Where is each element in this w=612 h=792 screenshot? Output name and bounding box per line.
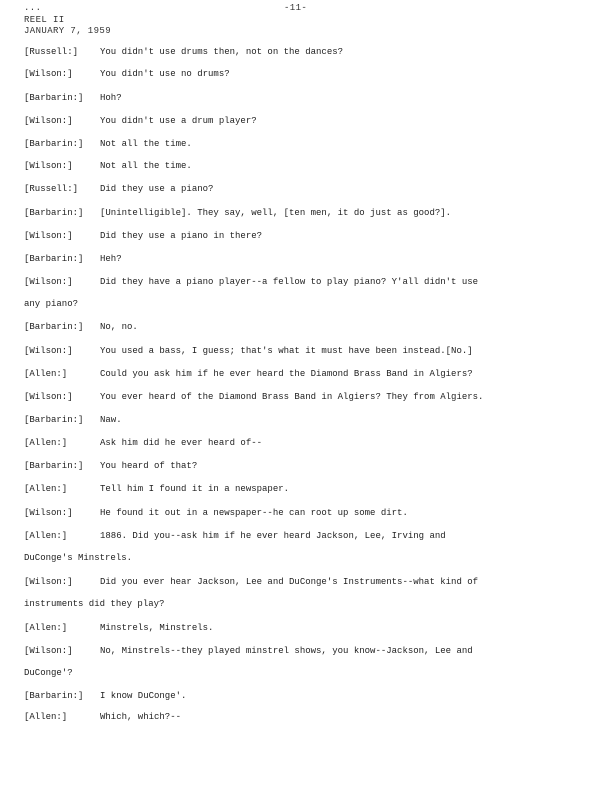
dialogue-line [24, 321, 138, 333]
dialogue-text: Heh? [100, 254, 122, 264]
dialogue-text: No, no. [100, 322, 138, 332]
speaker-label: [Barbarin:] [24, 461, 84, 471]
dialogue-text: Hoh? [100, 93, 122, 103]
dialogue-line [24, 368, 473, 380]
dialogue-text: any piano? [24, 299, 79, 309]
dialogue-line [24, 276, 478, 288]
speaker-label: [Wilson:] [24, 646, 73, 656]
dialogue-text: Could you ask him if he ever heard the Diamond Brass Band in Algiers? [100, 369, 473, 379]
speaker-label: [Wilson:] [24, 577, 73, 587]
dialogue-line [24, 230, 262, 242]
dialogue-text: Minstrels, Minstrels. [100, 623, 214, 633]
dialogue-text: Ask him did he ever heard of-- [100, 438, 263, 448]
dialogue-text: You used a bass, I guess; that's what it must have been instead.[No.] [100, 346, 473, 356]
dialogue-line [24, 183, 213, 195]
dialogue-text: You heard of that? [100, 461, 198, 471]
dialogue-text: You ever heard of the Diamond Brass Band in Algiers? They from Algiers. [100, 392, 484, 402]
dialogue-line [24, 253, 122, 265]
dialogue-text: He found it out in a newspaper--he can root up some dirt. [100, 508, 408, 518]
dialogue-text: [Unintelligible]. They say, well, [ten men, it do just as good?]. [100, 208, 452, 218]
speaker-label: [Wilson:] [24, 69, 73, 79]
dialogue-line [24, 437, 262, 449]
dialogue-continuation [24, 552, 132, 564]
speaker-label: [Barbarin:] [24, 691, 84, 701]
dialogue-text: Did they have a piano player--a fellow to play piano? Y'all didn't use [100, 277, 479, 287]
dialogue-text: instruments did they play? [24, 599, 165, 609]
speaker-label: [Wilson:] [24, 277, 73, 287]
speaker-label: [Wilson:] [24, 116, 73, 126]
speaker-label: [Allen:] [24, 712, 68, 722]
header-top-left: ... [24, 3, 42, 13]
dialogue-text: No, Minstrels--they played minstrel shows, you know--Jackson, Lee and [100, 646, 473, 656]
speaker-label: [Wilson:] [24, 392, 73, 402]
dialogue-text: Did you ever hear Jackson, Lee and DuConge's Instruments--what kind of [100, 577, 479, 587]
dialogue-text: You didn't use drums then, not on the dances? [100, 47, 344, 57]
dialogue-line [24, 345, 473, 357]
dialogue-line [24, 530, 446, 542]
dialogue-text: I know DuConge'. [100, 691, 187, 701]
reel-label: REEL II [24, 15, 65, 25]
dialogue-text: DuConge'? [24, 668, 73, 678]
dialogue-text: Not all the time. [100, 161, 192, 171]
speaker-label: [Barbarin:] [24, 93, 84, 103]
dialogue-text: 1886. Did you--ask him if he ever heard Jackson, Lee, Irving and [100, 531, 446, 541]
dialogue-line [24, 46, 343, 58]
speaker-label: [Allen:] [24, 369, 68, 379]
speaker-label: [Barbarin:] [24, 254, 84, 264]
dialogue-line [24, 645, 473, 657]
dialogue-text: Naw. [100, 415, 122, 425]
dialogue-text: Did they use a piano? [100, 184, 214, 194]
dialogue-line [24, 115, 257, 127]
dialogue-line [24, 92, 122, 104]
speaker-label: [Barbarin:] [24, 208, 84, 218]
dialogue-line [24, 483, 289, 495]
dialogue-line [24, 68, 230, 80]
dialogue-line [24, 138, 192, 150]
date-label: JANUARY 7, 1959 [24, 26, 112, 36]
dialogue-text: Did they use a piano in there? [100, 231, 263, 241]
dialogue-line [24, 507, 408, 519]
speaker-label: [Allen:] [24, 484, 68, 494]
dialogue-line [24, 414, 122, 426]
page-number: -11- [284, 3, 308, 13]
speaker-label: [Barbarin:] [24, 415, 84, 425]
speaker-label: [Allen:] [24, 623, 68, 633]
dialogue-line [24, 711, 181, 723]
dialogue-text: Not all the time. [100, 139, 192, 149]
dialogue-continuation [24, 598, 164, 610]
speaker-label: [Barbarin:] [24, 322, 84, 332]
speaker-label: [Allen:] [24, 438, 68, 448]
dialogue-text: DuConge's Minstrels. [24, 553, 133, 563]
speaker-label: [Russell:] [24, 184, 79, 194]
dialogue-line [24, 207, 451, 219]
speaker-label: [Wilson:] [24, 346, 73, 356]
dialogue-continuation [24, 667, 73, 679]
speaker-label: [Allen:] [24, 531, 68, 541]
dialogue-continuation [24, 298, 78, 310]
dialogue-line [24, 460, 197, 472]
dialogue-line [24, 391, 483, 403]
dialogue-line [24, 622, 213, 634]
dialogue-line [24, 576, 478, 588]
speaker-label: [Russell:] [24, 47, 79, 57]
speaker-label: [Wilson:] [24, 161, 73, 171]
dialogue-line [24, 690, 186, 702]
speaker-label: [Wilson:] [24, 231, 73, 241]
speaker-label: [Barbarin:] [24, 139, 84, 149]
dialogue-text: You didn't use no drums? [100, 69, 230, 79]
dialogue-text: Tell him I found it in a newspaper. [100, 484, 290, 494]
dialogue-text: Which, which?-- [100, 712, 182, 722]
dialogue-line [24, 160, 192, 172]
dialogue-text: You didn't use a drum player? [100, 116, 257, 126]
speaker-label: [Wilson:] [24, 508, 73, 518]
